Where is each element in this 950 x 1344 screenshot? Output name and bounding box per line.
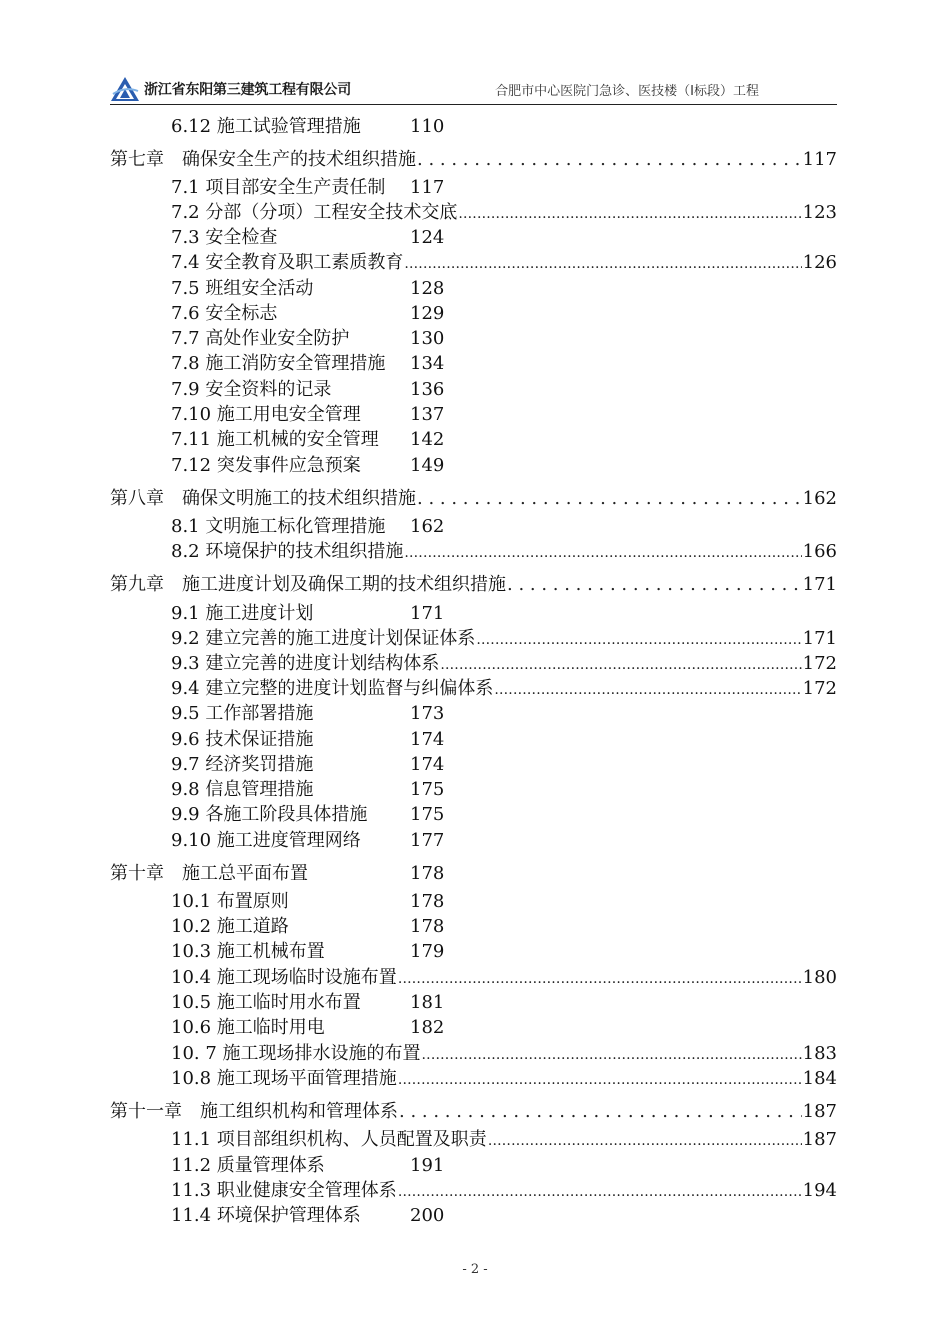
toc-entry-title: 10.6 施工临时用电 [171,1017,325,1038]
page-number: - 2 - [462,1262,488,1277]
toc-section-entry[interactable] [171,728,445,752]
toc-entry-title: 7.2 分部（分项）工程安全技术交底 [171,202,458,223]
toc-entry-page: 180 [802,967,837,988]
toc-entry-title: 7.11 施工机械的安全管理 [171,429,379,450]
toc-section-entry[interactable] [171,1042,837,1066]
toc-section-entry[interactable] [171,378,445,402]
toc-entry-title: 8.1 文明施工标化管理措施 [171,516,386,537]
toc-leader-dots [417,148,802,172]
toc-entry-title: 7.4 安全教育及职工素质教育 [171,252,404,273]
toc-section-entry[interactable] [171,226,445,250]
toc-chapter-entry[interactable] [110,862,445,886]
toc-leader-dots [398,1179,802,1204]
toc-section-entry[interactable] [171,890,445,914]
toc-entry-title: 7.10 施工用电安全管理 [171,404,361,425]
toc-entry-page: 182 [410,1017,445,1038]
toc-section-entry[interactable] [171,176,445,200]
toc-entry-title: 11.3 职业健康安全管理体系 [171,1180,397,1201]
toc-section-entry[interactable] [171,302,445,326]
toc-entry-page: 178 [410,916,445,937]
toc-section-entry[interactable] [171,702,445,726]
toc-section-entry[interactable] [171,1179,837,1203]
toc-section-entry[interactable] [171,915,445,939]
toc-section-entry[interactable] [171,454,445,478]
toc-entry-title: 11.1 项目部组织机构、人员配置及职责 [171,1129,487,1150]
toc-entry-page: 174 [410,754,445,775]
toc-entry-page: 187 [802,1129,837,1150]
toc-leader-dots [399,1100,802,1124]
toc-section-entry[interactable] [171,428,445,452]
toc-section-entry[interactable] [171,540,837,564]
toc-entry-title: 7.1 项目部安全生产责任制 [171,177,386,198]
toc-leader-dots [488,1128,802,1153]
toc-leader-dots [458,201,801,226]
toc-section-entry[interactable] [171,627,837,651]
toc-entry-page: 187 [802,1101,837,1122]
toc-entry-page: 172 [802,678,837,699]
toc-entry-title: 9.4 建立完整的进度计划监督与纠偏体系 [171,678,494,699]
toc-leader-dots [507,573,802,597]
toc-entry-page: 178 [410,863,445,884]
toc-entry-page: 184 [802,1068,837,1089]
toc-entry-title: 9.7 经济奖罚措施 [171,754,314,775]
toc-entry-title: 10.1 布置原则 [171,891,289,912]
toc-section-entry[interactable] [171,991,445,1015]
toc-entry-page: 194 [802,1180,837,1201]
toc-section-entry[interactable] [171,403,445,427]
toc-entry-title: 9.5 工作部署措施 [171,703,314,724]
toc-entry-page: 175 [410,779,445,800]
project-title: 合肥市中心医院门急诊、医技楼（Ⅰ标段）工程 [495,84,759,99]
toc-entry-page: 128 [410,278,445,299]
toc-entry-title: 8.2 环境保护的技术组织措施 [171,541,404,562]
toc-entry-page: 181 [410,992,445,1013]
toc-entry-page: 171 [802,574,837,595]
toc-entry-title: 10.3 施工机械布置 [171,941,325,962]
toc-leader-dots [398,966,802,991]
toc-leader-dots [476,627,801,652]
toc-entry-page: 130 [410,328,445,349]
toc-entry-title: 第十章 施工总平面布置 [110,863,308,884]
toc-section-entry[interactable] [171,677,837,701]
toc-entry-title: 10.4 施工现场临时设施布置 [171,967,397,988]
toc-entry-page: 179 [410,941,445,962]
toc-section-entry[interactable] [171,327,445,351]
toc-entry-title: 7.9 安全资料的记录 [171,379,332,400]
toc-entry-title: 7.12 突发事件应急预案 [171,455,361,476]
toc-leader-dots [422,1042,802,1067]
toc-section-entry[interactable] [171,277,445,301]
toc-entry-title: 第九章 施工进度计划及确保工期的技术组织措施 [110,574,506,595]
toc-section-entry[interactable] [171,1154,445,1178]
toc-section-entry[interactable] [171,803,445,827]
toc-entry-page: 178 [410,891,445,912]
toc-entry-title: 10.8 施工现场平面管理措施 [171,1068,397,1089]
toc-leader-dots [494,677,801,702]
toc-leader-dots [398,1067,802,1092]
toc-entry-page: 129 [410,303,445,324]
toc-entry-title: 7.6 安全标志 [171,303,278,324]
toc-entry-page: 171 [802,628,837,649]
toc-entry-title: 11.4 环境保护管理体系 [171,1205,361,1226]
toc-leader-dots [404,540,801,565]
toc-entry-page: 171 [410,603,445,624]
toc-leader-dots [404,251,801,276]
toc-entry-page: 124 [410,227,445,248]
toc-chapter-entry[interactable] [110,573,837,597]
toc-entry-title: 9.9 各施工阶段具体措施 [171,804,368,825]
toc-entry-title: 9.3 建立完善的进度计划结构体系 [171,653,440,674]
toc-entry-page: 191 [410,1155,445,1176]
toc-section-entry[interactable] [171,753,445,777]
toc-section-entry[interactable] [171,1128,837,1152]
toc-entry-page: 172 [802,653,837,674]
toc-entry-page: 142 [410,429,445,450]
toc-entry-title: 第十一章 施工组织机构和管理体系 [110,1101,398,1122]
toc-entry-title: 9.2 建立完善的施工进度计划保证体系 [171,628,476,649]
toc-entry-page: 173 [410,703,445,724]
toc-entry-page: 149 [410,455,445,476]
company-logo-icon [110,76,140,102]
toc-entry-title: 6.12 施工试验管理措施 [171,116,361,137]
toc-entry-page: 123 [802,202,837,223]
toc-entry-page: 174 [410,729,445,750]
toc-entry-page: 136 [410,379,445,400]
toc-leader-dots [417,487,802,511]
toc-entry-page: 175 [410,804,445,825]
toc-section-entry[interactable] [171,1067,837,1091]
toc-section-entry[interactable] [171,251,837,275]
toc-entry-page: 177 [410,830,445,851]
toc-entry-title: 7.5 班组安全活动 [171,278,314,299]
toc-entry-title: 10. 7 施工现场排水设施的布置 [171,1043,421,1064]
toc-entry-page: 134 [410,353,445,374]
toc-entry-page: 117 [802,149,837,170]
toc-section-entry[interactable] [171,201,837,225]
toc-section-entry[interactable] [171,778,445,802]
toc-section-entry[interactable] [171,515,445,539]
toc-section-entry[interactable] [171,829,445,853]
toc-entry-page: 166 [802,541,837,562]
company-name: 浙江省东阳第三建筑工程有限公司 [144,82,351,98]
toc-entry-page: 137 [410,404,445,425]
toc-entry-title: 7.3 安全检查 [171,227,278,248]
toc-entry-title: 第七章 确保安全生产的技术组织措施 [110,149,416,170]
toc-chapter-entry[interactable] [110,148,837,172]
toc-section-entry[interactable] [171,940,445,964]
toc-entry-title: 9.8 信息管理措施 [171,779,314,800]
toc-entry-page: 162 [802,488,837,509]
toc-entry-title: 第八章 确保文明施工的技术组织措施 [110,488,416,509]
toc-entry-title: 7.7 高处作业安全防护 [171,328,350,349]
toc-entry-page: 162 [410,516,445,537]
toc-entry-page: 117 [410,177,445,198]
toc-entry-title: 9.6 技术保证措施 [171,729,314,750]
toc-chapter-entry[interactable] [110,487,837,511]
toc-entry-page: 110 [410,116,445,137]
toc-entry-page: 200 [410,1205,445,1226]
toc-entry-title: 7.8 施工消防安全管理措施 [171,353,386,374]
toc-section-entry[interactable] [171,1204,445,1228]
toc-section-entry[interactable] [171,352,445,376]
page-header [110,74,837,105]
toc-section-entry[interactable] [171,1016,445,1040]
toc-entry-title: 11.2 质量管理体系 [171,1155,325,1176]
toc-section-entry[interactable] [171,966,837,990]
toc-chapter-entry[interactable] [110,1100,837,1124]
toc-section-entry[interactable] [171,115,445,139]
toc-entry-page: 126 [802,252,837,273]
toc-entry-title: 9.1 施工进度计划 [171,603,314,624]
toc-entry-title: 10.5 施工临时用水布置 [171,992,361,1013]
toc-section-entry[interactable] [171,652,837,676]
toc-leader-dots [440,652,801,677]
toc-entry-title: 9.10 施工进度管理网络 [171,830,361,851]
toc-section-entry[interactable] [171,602,445,626]
toc-entry-title: 10.2 施工道路 [171,916,289,937]
toc-entry-page: 183 [802,1043,837,1064]
